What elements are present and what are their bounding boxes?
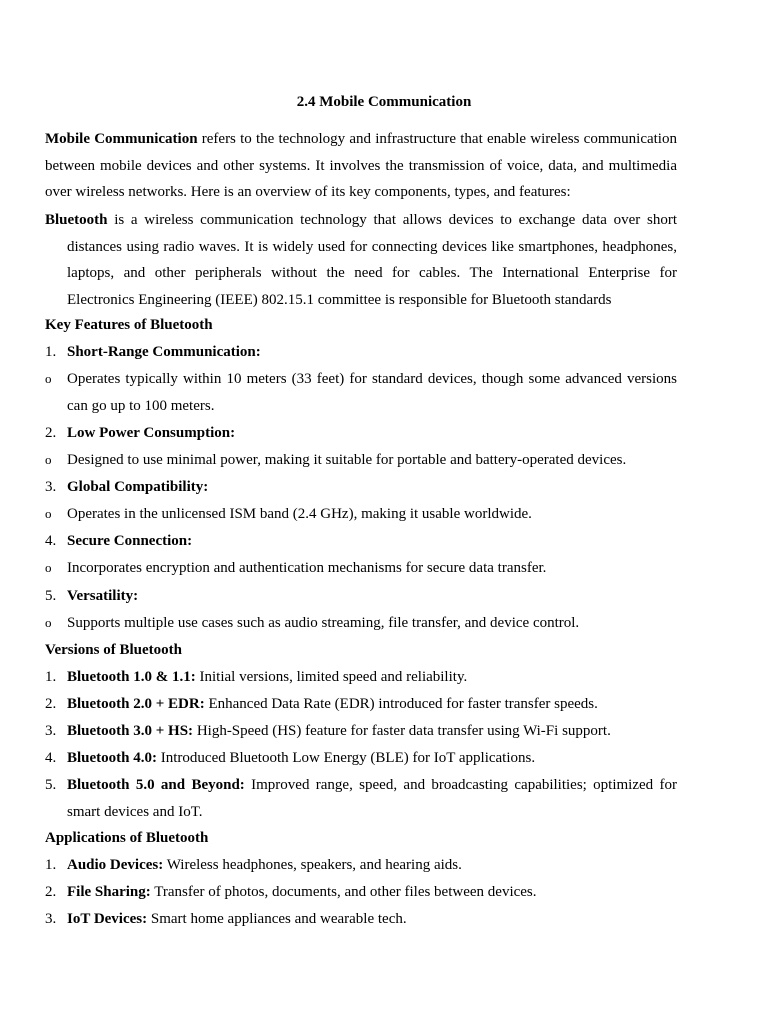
section-title: 2.4 Mobile Communication xyxy=(296,94,472,110)
feature-number: 5. xyxy=(45,588,57,604)
feature-title: Short-Range Communication: xyxy=(67,344,261,360)
version-description: High-Speed (HS) feature for faster data transfer using Wi-Fi support. xyxy=(193,723,611,739)
bullet-marker: o xyxy=(45,371,52,386)
version-description: Initial versions, limited speed and reliability. xyxy=(195,669,468,685)
feature-item xyxy=(45,423,677,443)
feature-title: Global Compatibility: xyxy=(67,479,209,495)
application-term: File Sharing: xyxy=(67,884,151,900)
feature-number: 4. xyxy=(45,533,57,549)
application-description: Transfer of photos, documents, and other files between devices. xyxy=(150,884,537,900)
version-item xyxy=(45,775,677,825)
feature-detail xyxy=(45,450,677,470)
feature-title: Secure Connection: xyxy=(67,533,193,549)
feature-title: Low Power Consumption: xyxy=(67,425,236,441)
version-term: Bluetooth 4.0: xyxy=(67,750,157,766)
version-number: 1. xyxy=(45,669,57,685)
version-item xyxy=(45,748,677,768)
bullet-marker: o xyxy=(45,452,52,467)
version-term: Bluetooth 2.0 + EDR: xyxy=(67,696,205,712)
version-item xyxy=(45,667,677,687)
intro-term: Mobile Communication xyxy=(45,131,198,147)
feature-description: Supports multiple use cases such as audio streaming, file transfer, and device control. xyxy=(67,615,580,631)
feature-number: 3. xyxy=(45,479,57,495)
version-description: Improved range, speed, and broadcasting capabilities; optimized for smart devices and IoT. xyxy=(67,777,677,820)
applications-heading: Applications of Bluetooth xyxy=(45,830,209,846)
feature-item xyxy=(45,586,677,606)
bluetooth-text: is a wireless communication technology that allows devices to exchange data over short distances using radio waves. It is widely used for connecting devices like smartphones, headphones, laptops, and other peripherals without the need for cables. The International Enterprise for Electronics Engineering (IEEE) 802.15.1 committee is responsible for Bluetooth standards xyxy=(67,212,677,309)
version-item xyxy=(45,721,677,741)
feature-description: Incorporates encryption and authentication mechanisms for secure data transfer. xyxy=(67,560,547,576)
feature-detail xyxy=(45,613,677,633)
feature-detail xyxy=(45,558,677,578)
bluetooth-term: Bluetooth xyxy=(45,212,108,228)
feature-number: 2. xyxy=(45,425,57,441)
version-number: 2. xyxy=(45,696,57,712)
feature-item xyxy=(45,477,677,497)
bluetooth-paragraph xyxy=(45,207,677,314)
bullet-marker: o xyxy=(45,560,52,575)
feature-description: Designed to use minimal power, making it suitable for portable and battery-operated devices. xyxy=(67,452,627,468)
intro-text: refers to the technology and infrastructure that enable wireless communication between mobile devices and other systems. It involves the transmission of voice, data, and multimedia over wireless networks. Here is an overview of its key components, types, and features: xyxy=(45,131,677,201)
application-term: Audio Devices: xyxy=(67,857,164,873)
versions-heading: Versions of Bluetooth xyxy=(45,642,182,658)
version-item xyxy=(45,694,677,714)
application-number: 3. xyxy=(45,911,57,927)
feature-description: Operates typically within 10 meters (33 feet) for standard devices, though some advanced versions can go up to 100 meters. xyxy=(67,371,677,414)
version-description: Enhanced Data Rate (EDR) introduced for faster transfer speeds. xyxy=(204,696,598,712)
application-term: IoT Devices: xyxy=(67,911,148,927)
application-item xyxy=(45,855,677,875)
feature-detail xyxy=(45,504,677,524)
feature-number: 1. xyxy=(45,344,57,360)
version-description: Introduced Bluetooth Low Energy (BLE) for IoT applications. xyxy=(157,750,536,766)
feature-item xyxy=(45,342,677,362)
bullet-marker: o xyxy=(45,506,52,521)
features-heading: Key Features of Bluetooth xyxy=(45,317,213,333)
application-item xyxy=(45,882,677,902)
feature-detail xyxy=(45,369,677,419)
feature-title: Versatility: xyxy=(67,588,139,604)
version-term: Bluetooth 5.0 and Beyond: xyxy=(67,777,245,793)
application-number: 2. xyxy=(45,884,57,900)
version-number: 5. xyxy=(45,777,57,793)
application-number: 1. xyxy=(45,857,57,873)
application-item xyxy=(45,909,677,929)
feature-item xyxy=(45,531,677,551)
application-description: Wireless headphones, speakers, and hearing aids. xyxy=(163,857,462,873)
version-number: 4. xyxy=(45,750,57,766)
feature-description: Operates in the unlicensed ISM band (2.4 GHz), making it usable worldwide. xyxy=(67,506,532,522)
version-term: Bluetooth 3.0 + HS: xyxy=(67,723,194,739)
application-description: Smart home appliances and wearable tech. xyxy=(147,911,407,927)
version-term: Bluetooth 1.0 & 1.1: xyxy=(67,669,196,685)
version-number: 3. xyxy=(45,723,57,739)
bullet-marker: o xyxy=(45,615,52,630)
intro-paragraph xyxy=(45,126,677,206)
